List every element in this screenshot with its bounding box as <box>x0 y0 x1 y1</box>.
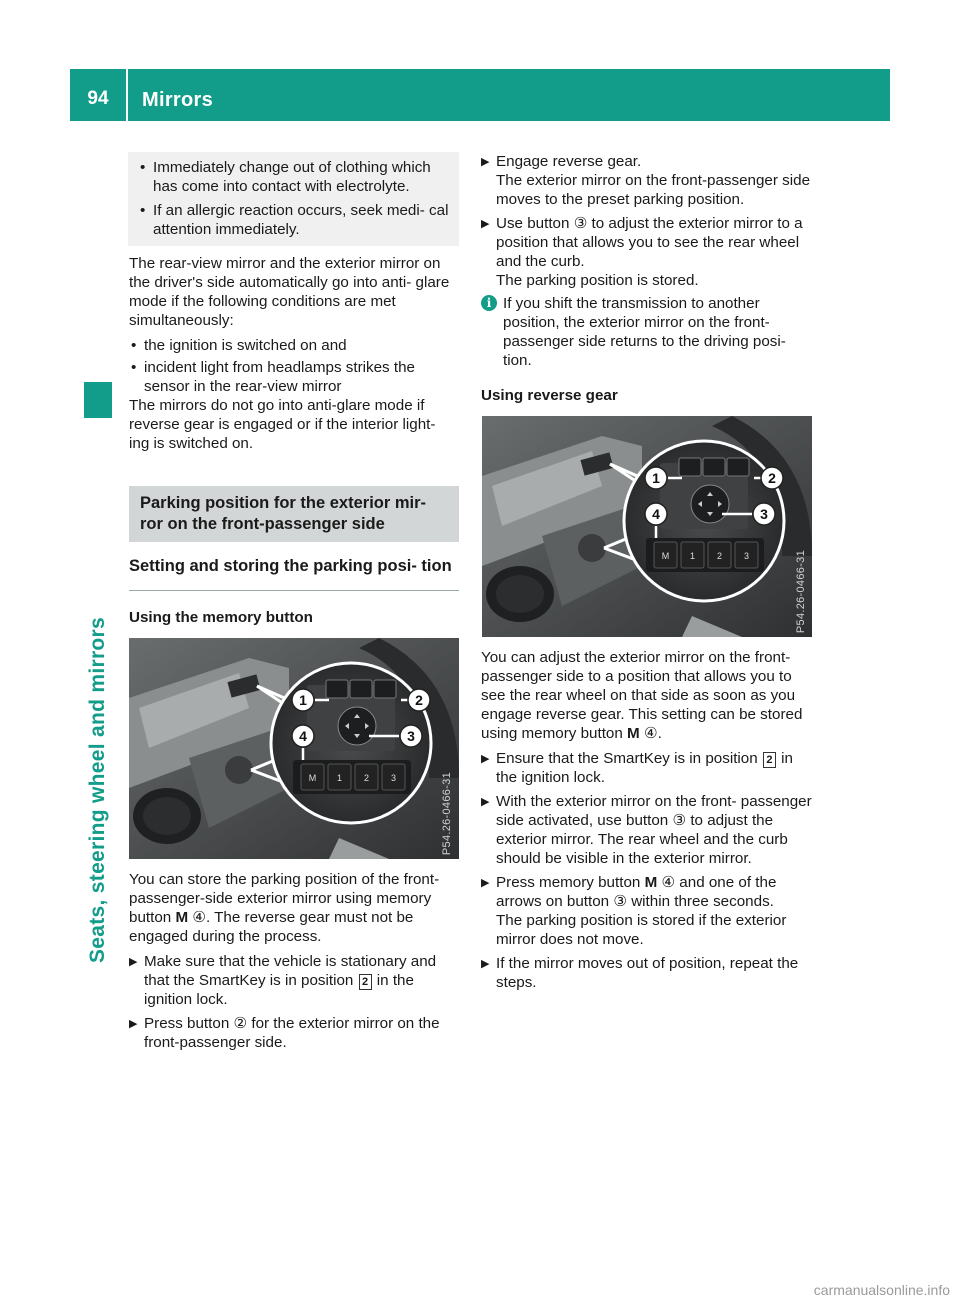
sub-subheading: Using the memory button <box>129 609 313 626</box>
button-label-2: 2 <box>363 773 370 783</box>
callout-4: 4 <box>652 506 660 522</box>
subheading: Setting and storing the parking posi- tion <box>129 557 452 575</box>
figure-code: P54.26-0466-31 <box>795 549 807 633</box>
figure-code: P54.26-0466-31 <box>441 771 453 855</box>
info-note: i If you shift the transmission to another position, the exterior mirror on the front- passenger side returns to the driving posi- tion. <box>481 294 813 370</box>
callout-1: 1 <box>299 692 307 708</box>
header-separator <box>126 69 128 121</box>
step-item: ▶ If the mirror moves out of position, repeat the steps. <box>481 954 813 992</box>
callout-1: 1 <box>652 470 660 486</box>
warning-box <box>128 152 459 246</box>
button-label-1: 1 <box>689 551 696 561</box>
callout-ref: ③ <box>613 893 627 910</box>
button-label-3: 3 <box>390 773 397 783</box>
step-item: ▶ Use button ③ to adjust the exterior mirror to a position that allows you to see the rear wheel and the curb. The parking position is stored. <box>481 214 813 290</box>
warning-item: • Immediately change out of clothing which has come into contact with electrolyte. <box>138 158 449 196</box>
position-symbol: 2 <box>763 752 776 768</box>
button-label-1: 1 <box>336 773 343 783</box>
paragraph: The rear-view mirror and the exterior mirror on the driver's side automatically go into anti- glare mode if the following conditions are met simultaneously: <box>129 255 450 329</box>
button-label-3: 3 <box>743 551 750 561</box>
position-symbol: 2 <box>359 974 372 990</box>
condition-item: • the ignition is switched on and <box>129 336 459 355</box>
callout-4: 4 <box>299 728 307 744</box>
callout-3: 3 <box>407 728 415 744</box>
button-label-m: M <box>308 773 317 783</box>
callout-ref: ③ <box>573 215 588 232</box>
page-header <box>70 69 890 121</box>
paragraph: The mirrors do not go into anti-glare mode if reverse gear is engaged or if the interior light- ing is switched on. <box>129 397 436 452</box>
section-title: Parking position for the exterior mir- ror on the front-passenger side <box>129 486 459 542</box>
chapter-title: Mirrors <box>142 89 214 111</box>
door-panel-figure <box>129 638 459 859</box>
step-item: ▶ With the exterior mirror on the front- passenger side activated, use button ③ to adjust the exterior mirror. The rear wheel and the curb should be visible in the exterior mirror. <box>481 792 813 868</box>
warning-item: • If an allergic reaction occurs, seek medi- cal attention immediately. <box>138 201 449 239</box>
callout-ref: ② <box>233 1015 248 1032</box>
door-panel-illustration <box>129 638 459 859</box>
left-column <box>129 152 459 1052</box>
step-item: ▶ Make sure that the vehicle is stationary and that the SmartKey is in position 2 in the ignition lock. <box>129 952 459 1009</box>
divider <box>129 590 459 591</box>
watermark: carmanualsonline.info <box>813 1282 950 1298</box>
callout-2: 2 <box>768 470 776 486</box>
paragraph: You can store the parking position of the front- passenger-side exterior mirror using memory button M ④. The reverse gear must not be engaged during the process. <box>129 871 440 945</box>
sub-subheading: Using reverse gear <box>481 387 618 404</box>
step-item: ▶ Press button ② for the exterior mirror on the front-passenger side. <box>129 1014 459 1052</box>
step-item: ▶ Press memory button M ④ and one of the arrows on button ③ within three seconds. The parking position is stored if the exterior mirror does not move. <box>481 873 813 949</box>
callout-ref: ④ <box>643 725 658 742</box>
door-panel-figure <box>481 416 813 637</box>
button-label-m: M <box>661 551 670 561</box>
door-panel-illustration <box>481 416 813 637</box>
memory-key-symbol: M <box>644 874 658 891</box>
side-tab-marker <box>84 382 112 418</box>
condition-item: • incident light from headlamps strikes the sensor in the rear-view mirror <box>129 358 459 396</box>
callout-3: 3 <box>760 506 768 522</box>
callout-ref: ④ <box>661 874 676 891</box>
side-chapter-label: Seats, steering wheel and mirrors <box>86 616 109 964</box>
right-column <box>481 152 813 992</box>
step-item: ▶ Ensure that the SmartKey is in position 2 in the ignition lock. <box>481 749 813 787</box>
step-item: ▶ Engage reverse gear. The exterior mirror on the front-passenger side moves to the preset parking position. <box>481 152 813 209</box>
button-label-2: 2 <box>716 551 723 561</box>
callout-ref: ③ <box>672 812 687 829</box>
memory-key-symbol: M <box>175 909 189 926</box>
page-number: 94 <box>87 88 109 109</box>
callout-ref: ④ <box>192 909 206 926</box>
paragraph: You can adjust the exterior mirror on the front- passenger side to a position that allows you to see the rear wheel on that side as soon as you engage reverse gear. This setting can be stored using memory button M ④. <box>481 649 803 742</box>
info-icon: i <box>481 295 497 311</box>
memory-key-symbol: M <box>627 725 640 742</box>
callout-2: 2 <box>415 692 423 708</box>
